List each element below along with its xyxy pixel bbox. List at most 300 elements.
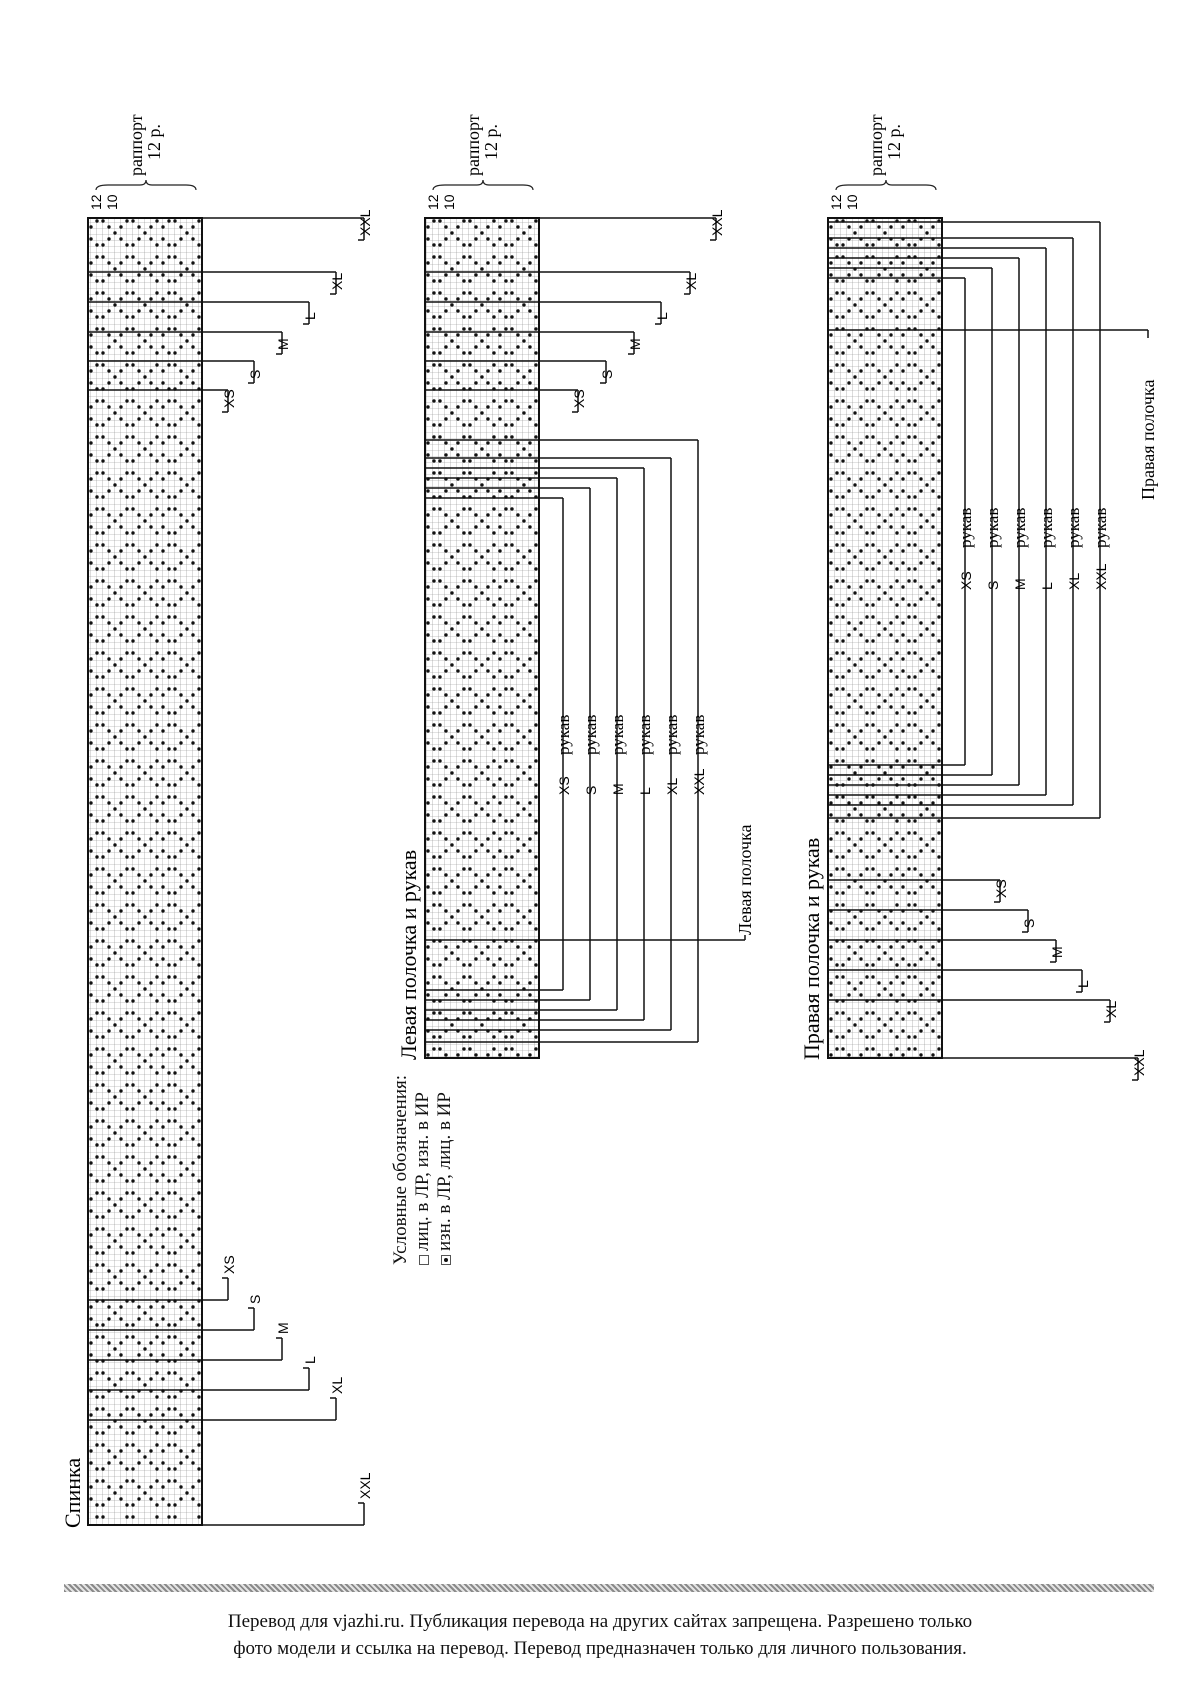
stitch-dot <box>173 831 176 834</box>
stitch-dot <box>528 369 531 372</box>
stitch-dot <box>173 795 176 798</box>
stitch-dot <box>149 741 152 744</box>
stitch-dot <box>131 675 134 678</box>
stitch-dot <box>883 339 886 342</box>
stitch-dot <box>534 975 537 978</box>
stitch-dot <box>516 261 519 264</box>
stitch-dot <box>137 777 140 780</box>
stitch-dot <box>907 387 910 390</box>
stitch-dot <box>113 339 116 342</box>
stitch-dot <box>155 1215 158 1218</box>
stitch-dot <box>468 255 471 258</box>
stitch-dot <box>179 1053 182 1056</box>
stitch-dot <box>486 741 489 744</box>
stitch-dot <box>125 1251 128 1254</box>
stitch-dot <box>89 1101 92 1104</box>
stitch-dot <box>522 483 525 486</box>
stitch-dot <box>492 1047 495 1050</box>
stitch-dot <box>179 921 182 924</box>
stitch-dot <box>107 489 110 492</box>
stitch-dot <box>847 813 850 816</box>
stitch-dot <box>185 1311 188 1314</box>
stitch-dot <box>919 741 922 744</box>
stitch-dot <box>179 1281 182 1284</box>
stitch-dot <box>432 279 435 282</box>
stitch-dot <box>137 957 140 960</box>
stitch-dot <box>191 1281 194 1284</box>
stitch-dot <box>185 519 188 522</box>
stitch-dot <box>137 369 140 372</box>
stitch-dot <box>841 855 844 858</box>
stitch-dot <box>492 567 495 570</box>
stitch-dot <box>516 225 519 228</box>
footer-line-1: Перевод для vjazhi.ru. Публикация перевода на других сайтах запрещена. Разрешено только <box>227 1611 973 1632</box>
stitch-dot <box>149 1173 152 1176</box>
stitch-dot <box>149 333 152 336</box>
stitch-dot <box>101 399 104 402</box>
stitch-dot <box>107 381 110 384</box>
stitch-dot <box>444 549 447 552</box>
stitch-dot <box>119 777 122 780</box>
stitch-dot <box>149 381 152 384</box>
stitch-dot <box>197 495 200 498</box>
stitch-dot <box>486 333 489 336</box>
stitch-dot <box>456 633 459 636</box>
stitch-dot <box>167 975 170 978</box>
stitch-dot <box>486 765 489 768</box>
stitch-dot <box>865 315 868 318</box>
stitch-dot <box>925 231 928 234</box>
stitch-dot <box>510 1035 513 1038</box>
stitch-dot <box>101 831 104 834</box>
stitch-dot <box>149 813 152 816</box>
stitch-dot <box>101 1395 104 1398</box>
stitch-dot <box>829 741 832 744</box>
stitch-dot <box>113 303 116 306</box>
stitch-dot <box>173 255 176 258</box>
stitch-dot <box>438 711 441 714</box>
stitch-dot <box>137 801 140 804</box>
stitch-dot <box>89 1173 92 1176</box>
stitch-dot <box>125 855 128 858</box>
stitch-dot <box>835 687 838 690</box>
stitch-dot <box>167 1251 170 1254</box>
stitch-dot <box>137 1245 140 1248</box>
stitch-dot <box>492 891 495 894</box>
stitch-dot <box>149 1281 152 1284</box>
stitch-dot <box>107 1305 110 1308</box>
stitch-dot <box>937 795 940 798</box>
stitch-dot <box>167 759 170 762</box>
stitch-dot <box>498 1053 501 1056</box>
stitch-dot <box>426 633 429 636</box>
stitch-dot <box>426 741 429 744</box>
stitch-dot <box>925 987 928 990</box>
stitch-dot <box>895 927 898 930</box>
stitch-dot <box>534 927 537 930</box>
stitch-dot <box>444 777 447 780</box>
stitch-dot <box>829 765 832 768</box>
stitch-dot <box>889 513 892 516</box>
stitch-dot <box>95 471 98 474</box>
stitch-dot <box>937 963 940 966</box>
stitch-dot <box>137 333 140 336</box>
stitch-dot <box>492 687 495 690</box>
stitch-dot <box>444 945 447 948</box>
stitch-dot <box>113 1095 116 1098</box>
right-chart <box>799 114 1158 1080</box>
stitch-dot <box>95 1179 98 1182</box>
stitch-dot <box>474 885 477 888</box>
stitch-dot <box>444 453 447 456</box>
stitch-dot <box>865 507 868 510</box>
stitch-dot <box>901 477 904 480</box>
stitch-dot <box>432 651 435 654</box>
stitch-dot <box>883 843 886 846</box>
stitch-dot <box>877 1029 880 1032</box>
stitch-dot <box>107 297 110 300</box>
stitch-dot <box>871 291 874 294</box>
stitch-dot <box>480 447 483 450</box>
stitch-dot <box>101 723 104 726</box>
stitch-dot <box>161 693 164 696</box>
stitch-dot <box>841 507 844 510</box>
stitch-dot <box>101 1443 104 1446</box>
stitch-dot <box>865 651 868 654</box>
stitch-dot <box>438 531 441 534</box>
stitch-dot <box>155 1371 158 1374</box>
stitch-dot <box>913 243 916 246</box>
stitch-dot <box>492 783 495 786</box>
stitch-dot <box>155 999 158 1002</box>
stitch-dot <box>486 453 489 456</box>
stitch-dot <box>829 957 832 960</box>
stitch-dot <box>498 993 501 996</box>
stitch-dot <box>835 615 838 618</box>
stitch-dot <box>901 633 904 636</box>
stitch-dot <box>185 951 188 954</box>
stitch-dot <box>107 261 110 264</box>
stitch-dot <box>137 993 140 996</box>
stitch-dot <box>179 765 182 768</box>
stitch-dot <box>492 759 495 762</box>
stitch-dot <box>444 921 447 924</box>
stitch-dot <box>829 405 832 408</box>
stitch-dot <box>426 513 429 516</box>
stitch-dot <box>119 585 122 588</box>
stitch-dot <box>510 423 513 426</box>
stitch-dot <box>889 333 892 336</box>
stitch-dot <box>197 975 200 978</box>
stitch-dot <box>101 639 104 642</box>
stitch-dot <box>468 315 471 318</box>
stitch-dot <box>841 399 844 402</box>
stitch-dot <box>883 519 886 522</box>
stitch-dot <box>871 579 874 582</box>
stitch-dot <box>883 411 886 414</box>
stitch-dot <box>438 687 441 690</box>
stitch-dot <box>167 399 170 402</box>
stitch-dot <box>534 819 537 822</box>
stitch-dot <box>516 549 519 552</box>
stitch-dot <box>438 819 441 822</box>
stitch-dot <box>504 927 507 930</box>
stitch-dot <box>937 531 940 534</box>
stitch-dot <box>841 471 844 474</box>
stitch-dot <box>468 327 471 330</box>
stitch-dot <box>444 909 447 912</box>
stitch-dot <box>89 297 92 300</box>
stitch-dot <box>528 513 531 516</box>
stitch-dot <box>444 273 447 276</box>
stitch-dot <box>450 735 453 738</box>
stitch-dot <box>131 243 134 246</box>
stitch-dot <box>119 633 122 636</box>
stitch-dot <box>426 225 429 228</box>
stitch-dot <box>131 351 134 354</box>
stitch-dot <box>155 903 158 906</box>
stitch-dot <box>450 807 453 810</box>
stitch-dot <box>480 555 483 558</box>
stitch-dot <box>516 777 519 780</box>
stitch-dot <box>937 867 940 870</box>
stitch-dot <box>89 705 92 708</box>
stitch-dot <box>185 483 188 486</box>
stitch-dot <box>498 381 501 384</box>
stitch-dot <box>919 297 922 300</box>
stitch-dot <box>528 765 531 768</box>
stitch-dot <box>474 561 477 564</box>
stitch-dot <box>101 939 104 942</box>
stitch-dot <box>119 945 122 948</box>
stitch-dot <box>925 375 928 378</box>
stitch-dot <box>101 891 104 894</box>
stitch-dot <box>161 1173 164 1176</box>
stitch-dot <box>173 939 176 942</box>
stitch-dot <box>841 891 844 894</box>
stitch-dot <box>871 279 874 282</box>
stitch-dot <box>131 615 134 618</box>
stitch-dot <box>95 1011 98 1014</box>
stitch-dot <box>883 735 886 738</box>
stitch-dot <box>95 459 98 462</box>
stitch-dot <box>907 291 910 294</box>
stitch-dot <box>197 687 200 690</box>
stitch-dot <box>444 369 447 372</box>
stitch-dot <box>432 423 435 426</box>
stitch-dot <box>925 735 928 738</box>
stitch-dot <box>492 327 495 330</box>
stitch-dot <box>173 1395 176 1398</box>
stitch-dot <box>901 597 904 600</box>
stitch-dot <box>829 813 832 816</box>
stitch-dot <box>498 585 501 588</box>
stitch-dot <box>179 1245 182 1248</box>
stitch-dot <box>871 963 874 966</box>
stitch-dot <box>829 921 832 924</box>
stitch-dot <box>847 405 850 408</box>
stitch-dot <box>185 303 188 306</box>
stitch-dot <box>107 345 110 348</box>
stitch-dot <box>931 261 934 264</box>
stitch-dot <box>877 693 880 696</box>
stitch-dot <box>456 741 459 744</box>
stitch-dot <box>462 567 465 570</box>
stitch-dot <box>432 399 435 402</box>
stitch-dot <box>516 345 519 348</box>
stitch-dot <box>528 585 531 588</box>
stitch-dot <box>871 363 874 366</box>
stitch-dot <box>841 819 844 822</box>
stitch-dot <box>167 495 170 498</box>
stitch-dot <box>895 543 898 546</box>
stitch-dot <box>889 657 892 660</box>
stitch-dot <box>137 513 140 516</box>
stitch-dot <box>167 675 170 678</box>
stitch-dot <box>444 837 447 840</box>
stitch-dot <box>931 273 934 276</box>
stitch-dot <box>197 423 200 426</box>
stitch-dot <box>919 441 922 444</box>
stitch-dot <box>191 273 194 276</box>
stitch-dot <box>895 723 898 726</box>
stitch-dot <box>510 783 513 786</box>
stitch-dot <box>155 1407 158 1410</box>
stitch-dot <box>883 555 886 558</box>
stitch-dot <box>426 489 429 492</box>
stitch-dot <box>883 807 886 810</box>
stitch-dot <box>137 273 140 276</box>
stitch-dot <box>931 453 934 456</box>
stitch-dot <box>925 555 928 558</box>
stitch-dot <box>426 369 429 372</box>
stitch-dot <box>468 615 471 618</box>
stitch-dot <box>89 1017 92 1020</box>
stitch-dot <box>859 261 862 264</box>
stitch-dot <box>871 867 874 870</box>
stitch-dot <box>95 1035 98 1038</box>
stitch-dot <box>859 549 862 552</box>
stitch-dot <box>877 705 880 708</box>
stitch-dot <box>895 351 898 354</box>
stitch-dot <box>101 567 104 570</box>
stitch-dot <box>895 675 898 678</box>
stitch-dot <box>426 621 429 624</box>
stitch-dot <box>835 291 838 294</box>
stitch-dot <box>835 1011 838 1014</box>
stitch-dot <box>173 531 176 534</box>
stitch-dot <box>107 1281 110 1284</box>
stitch-dot <box>444 705 447 708</box>
stitch-dot <box>143 411 146 414</box>
stitch-dot <box>113 699 116 702</box>
stitch-dot <box>474 777 477 780</box>
stitch-dot <box>131 795 134 798</box>
stitch-dot <box>179 1305 182 1308</box>
stitch-dot <box>534 639 537 642</box>
stitch-dot <box>871 243 874 246</box>
stitch-dot <box>462 675 465 678</box>
stitch-dot <box>931 693 934 696</box>
stitch-dot <box>510 891 513 894</box>
stitch-dot <box>859 513 862 516</box>
stitch-dot <box>925 339 928 342</box>
stitch-dot <box>197 243 200 246</box>
stitch-dot <box>113 663 116 666</box>
stitch-dot <box>901 1029 904 1032</box>
stitch-dot <box>137 849 140 852</box>
stitch-dot <box>131 1443 134 1446</box>
stitch-dot <box>119 1089 122 1092</box>
stitch-dot <box>149 1269 152 1272</box>
stitch-dot <box>444 297 447 300</box>
size-label: XS <box>221 1255 237 1274</box>
stitch-dot <box>119 801 122 804</box>
stitch-dot <box>155 831 158 834</box>
stitch-dot <box>101 1251 104 1254</box>
stitch-dot <box>131 603 134 606</box>
stitch-dot <box>534 603 537 606</box>
stitch-dot <box>889 693 892 696</box>
stitch-dot <box>937 435 940 438</box>
stitch-dot <box>125 747 128 750</box>
stitch-dot <box>450 483 453 486</box>
stitch-dot <box>89 1269 92 1272</box>
stitch-dot <box>859 621 862 624</box>
stitch-dot <box>877 441 880 444</box>
stitch-dot <box>161 729 164 732</box>
sleeve-word: рукав <box>608 714 627 755</box>
stitch-dot <box>841 963 844 966</box>
stitch-dot <box>173 495 176 498</box>
stitch-dot <box>504 543 507 546</box>
stitch-dot <box>161 1209 164 1212</box>
stitch-dot <box>480 951 483 954</box>
stitch-dot <box>149 513 152 516</box>
stitch-dot <box>534 723 537 726</box>
stitch-dot <box>179 657 182 660</box>
stitch-dot <box>835 279 838 282</box>
stitch-dot <box>859 693 862 696</box>
stitch-dot <box>877 657 880 660</box>
stitch-dot <box>516 525 519 528</box>
stitch-dot <box>137 597 140 600</box>
sleeve-size-label: L <box>637 787 653 795</box>
stitch-dot <box>185 1167 188 1170</box>
stitch-dot <box>889 453 892 456</box>
stitch-dot <box>931 597 934 600</box>
stitch-dot <box>462 795 465 798</box>
stitch-dot <box>197 1071 200 1074</box>
size-label: XXL <box>357 1472 373 1499</box>
stitch-dot <box>137 381 140 384</box>
stitch-dot <box>504 723 507 726</box>
stitch-dot <box>167 687 170 690</box>
stitch-dot <box>468 867 471 870</box>
stitch-dot <box>919 345 922 348</box>
stitch-dot <box>191 1233 194 1236</box>
stitch-dot <box>901 837 904 840</box>
stitch-dot <box>937 363 940 366</box>
stitch-dot <box>143 807 146 810</box>
stitch-dot <box>155 927 158 930</box>
stitch-dot <box>462 639 465 642</box>
stitch-dot <box>510 507 513 510</box>
stitch-dot <box>95 327 98 330</box>
stitch-dot <box>113 1275 116 1278</box>
stitch-dot <box>107 1125 110 1128</box>
stitch-dot <box>107 885 110 888</box>
